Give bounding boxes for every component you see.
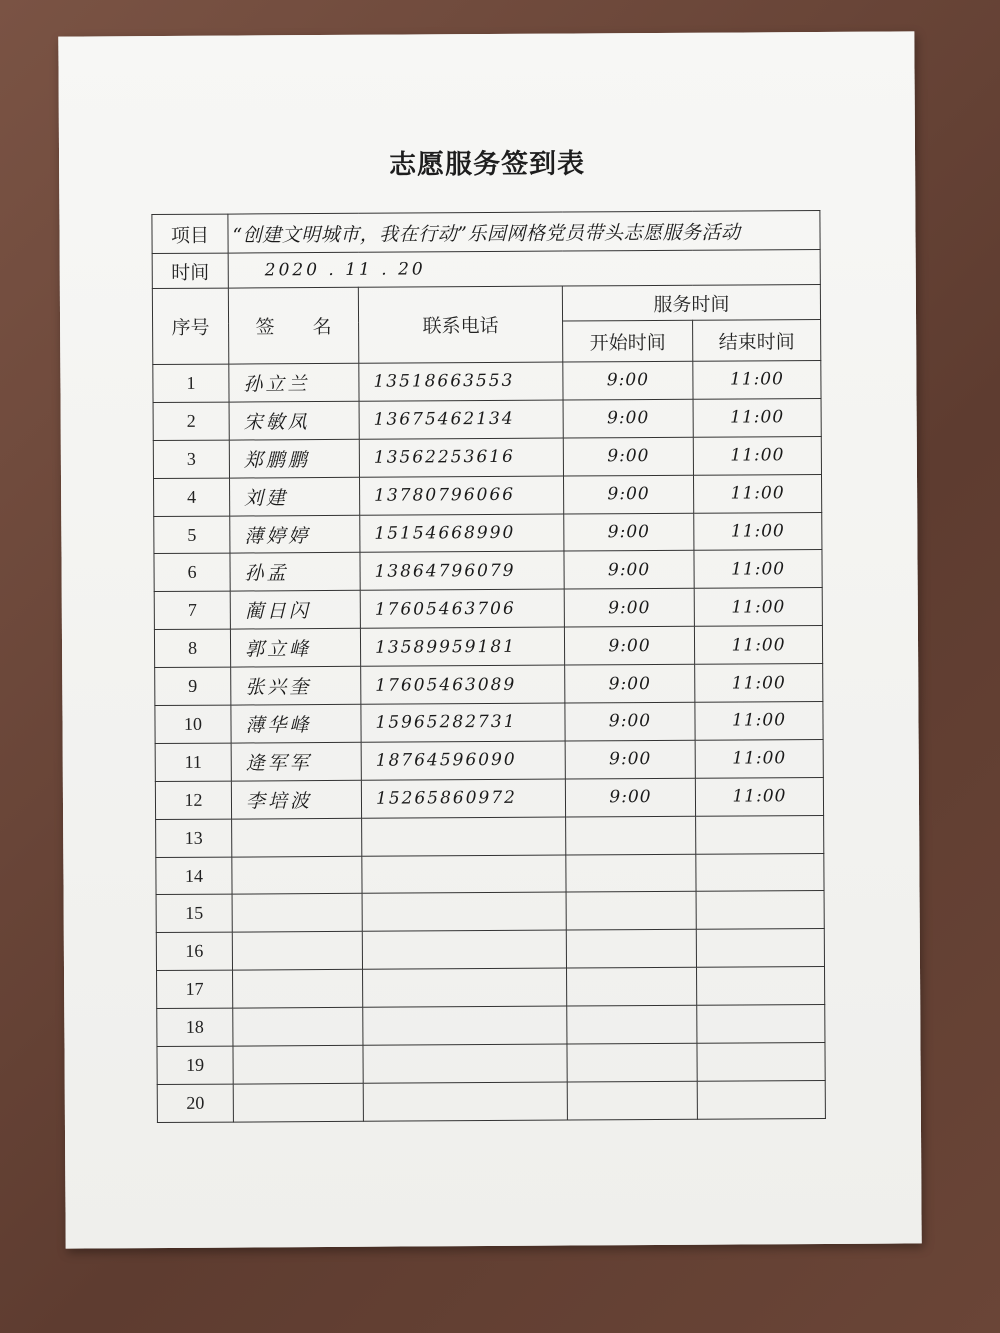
start-time-cell [566, 816, 696, 855]
start-time-cell: 9:00 [564, 626, 694, 665]
table-row [156, 891, 824, 933]
row-number: 10 [155, 705, 231, 743]
phone-cell [363, 1044, 567, 1083]
end-time-cell: 11:00 [693, 398, 821, 437]
start-time-cell [566, 930, 696, 969]
table-row [156, 853, 824, 895]
start-time-cell [567, 1043, 697, 1082]
phone-cell: 15154668990 [360, 514, 564, 553]
table-row [153, 436, 821, 478]
time-label: 时间 [152, 253, 228, 288]
phone-cell: 18764596090 [361, 741, 565, 780]
project-row [152, 210, 820, 253]
signature-cell [233, 1007, 363, 1046]
start-time-cell: 9:00 [564, 589, 694, 628]
table-row [155, 664, 823, 706]
row-number: 20 [157, 1084, 233, 1122]
row-number: 12 [155, 781, 231, 819]
signature-cell: 逄军军 [231, 742, 361, 781]
phone-cell: 13518663553 [359, 362, 563, 401]
phone-cell: 13562253616 [359, 438, 563, 477]
table-row [153, 398, 821, 440]
signature-cell: 薄华峰 [231, 704, 361, 743]
end-time-cell: 11:00 [693, 360, 821, 399]
signature-cell: 孙立兰 [229, 363, 359, 402]
table-row [157, 1005, 825, 1047]
phone-cell: 13589959181 [360, 627, 564, 666]
end-time-cell: 11:00 [695, 739, 823, 778]
signature-cell [232, 856, 362, 895]
project-value: “创建文明城市，我在行动”乐园网格党员带头志愿服务活动 [228, 210, 820, 253]
signature-cell: 薄婷婷 [230, 515, 360, 554]
sign-in-table [151, 210, 826, 1123]
start-time-cell [566, 854, 696, 893]
end-time-cell [696, 891, 824, 930]
phone-cell [362, 817, 566, 856]
start-time-cell: 9:00 [565, 664, 695, 703]
phone-cell [363, 1082, 567, 1121]
phone-cell [362, 893, 566, 932]
row-number: 19 [157, 1046, 233, 1084]
phone-cell: 15965282731 [361, 703, 565, 742]
start-time-cell [567, 1081, 697, 1120]
row-number: 7 [154, 591, 230, 629]
table-row [154, 550, 822, 592]
signature-cell [232, 932, 362, 971]
table-row [154, 512, 822, 554]
signature-cell [232, 818, 362, 857]
end-time-cell [696, 853, 824, 892]
signature-cell: 宋敏凤 [229, 401, 359, 440]
row-number: 15 [156, 895, 232, 933]
start-time-cell: 9:00 [565, 702, 695, 741]
signature-cell: 刘建 [230, 477, 360, 516]
phone-cell [362, 930, 566, 969]
page-title: 志愿服务签到表 [389, 148, 586, 181]
header-service-time: 服务时间 [562, 284, 820, 321]
row-number: 1 [153, 364, 229, 402]
end-time-cell: 11:00 [693, 436, 821, 475]
end-time-cell [696, 929, 824, 968]
row-number: 14 [156, 857, 232, 895]
signature-cell [233, 1045, 363, 1084]
row-number: 17 [157, 970, 233, 1008]
phone-cell: 13780796066 [360, 476, 564, 515]
end-time-cell: 11:00 [695, 701, 823, 740]
paper-sheet [58, 31, 921, 1248]
phone-cell: 15265860972 [361, 779, 565, 818]
table-row [154, 474, 822, 516]
row-number: 18 [157, 1008, 233, 1046]
end-time-cell: 11:00 [695, 664, 823, 703]
phone-cell [363, 968, 567, 1007]
row-number: 9 [155, 667, 231, 705]
phone-cell [363, 1006, 567, 1045]
start-time-cell: 9:00 [564, 551, 694, 590]
start-time-cell: 9:00 [564, 513, 694, 552]
end-time-cell: 11:00 [695, 777, 823, 816]
table-row [157, 1080, 825, 1122]
end-time-cell [697, 1080, 825, 1119]
phone-cell: 13675462134 [359, 400, 563, 439]
start-time-cell [566, 892, 696, 931]
row-number: 4 [154, 478, 230, 516]
table-row [157, 967, 825, 1009]
signature-cell: 郭立峰 [230, 629, 360, 668]
phone-cell [362, 855, 566, 894]
phone-cell: 13864796079 [360, 551, 564, 590]
header-index: 序号 [152, 288, 228, 364]
header-phone: 联系电话 [358, 286, 562, 363]
time-row [152, 249, 820, 288]
phone-cell: 17605463089 [361, 665, 565, 704]
row-number: 16 [156, 932, 232, 970]
start-time-cell: 9:00 [563, 437, 693, 476]
table-row [154, 626, 822, 668]
start-time-cell: 9:00 [563, 475, 693, 514]
signature-cell: 孙孟 [230, 553, 360, 592]
signature-cell [233, 1083, 363, 1122]
signature-cell: 郑鹏鹏 [229, 439, 359, 478]
row-number: 2 [153, 402, 229, 440]
end-time-cell: 11:00 [693, 474, 821, 513]
end-time-cell [697, 1042, 825, 1081]
signature-cell: 李培波 [231, 780, 361, 819]
row-number: 11 [155, 743, 231, 781]
header-signature: 签 名 [228, 287, 358, 364]
table-row [156, 929, 824, 971]
end-time-cell [696, 815, 824, 854]
signature-cell [232, 894, 362, 933]
time-value: 2020 . 11 . 20 [228, 249, 820, 288]
start-time-cell: 9:00 [563, 399, 693, 438]
start-time-cell [567, 967, 697, 1006]
row-number: 3 [153, 440, 229, 478]
header-row-1 [152, 284, 820, 323]
end-time-cell: 11:00 [694, 626, 822, 665]
row-number: 5 [154, 516, 230, 554]
header-start-time: 开始时间 [563, 320, 693, 362]
phone-cell: 17605463706 [360, 589, 564, 628]
table-row [155, 739, 823, 781]
start-time-cell: 9:00 [565, 740, 695, 779]
header-end-time: 结束时间 [693, 319, 821, 361]
end-time-cell: 11:00 [694, 550, 822, 589]
end-time-cell [697, 1005, 825, 1044]
signature-cell [233, 970, 363, 1009]
project-label: 项目 [152, 214, 228, 253]
start-time-cell: 9:00 [565, 778, 695, 817]
row-number: 8 [154, 629, 230, 667]
row-number: 13 [156, 819, 232, 857]
row-number: 6 [154, 554, 230, 592]
end-time-cell [697, 967, 825, 1006]
table-row [155, 701, 823, 743]
table-row [154, 588, 822, 630]
table-row [155, 777, 823, 819]
table-row [153, 360, 821, 402]
signature-cell: 张兴奎 [231, 666, 361, 705]
signature-cell: 蔺日闪 [230, 591, 360, 630]
start-time-cell: 9:00 [563, 361, 693, 400]
start-time-cell [567, 1005, 697, 1044]
end-time-cell: 11:00 [694, 588, 822, 627]
table-row [156, 815, 824, 857]
end-time-cell: 11:00 [694, 512, 822, 551]
table-row [157, 1042, 825, 1084]
